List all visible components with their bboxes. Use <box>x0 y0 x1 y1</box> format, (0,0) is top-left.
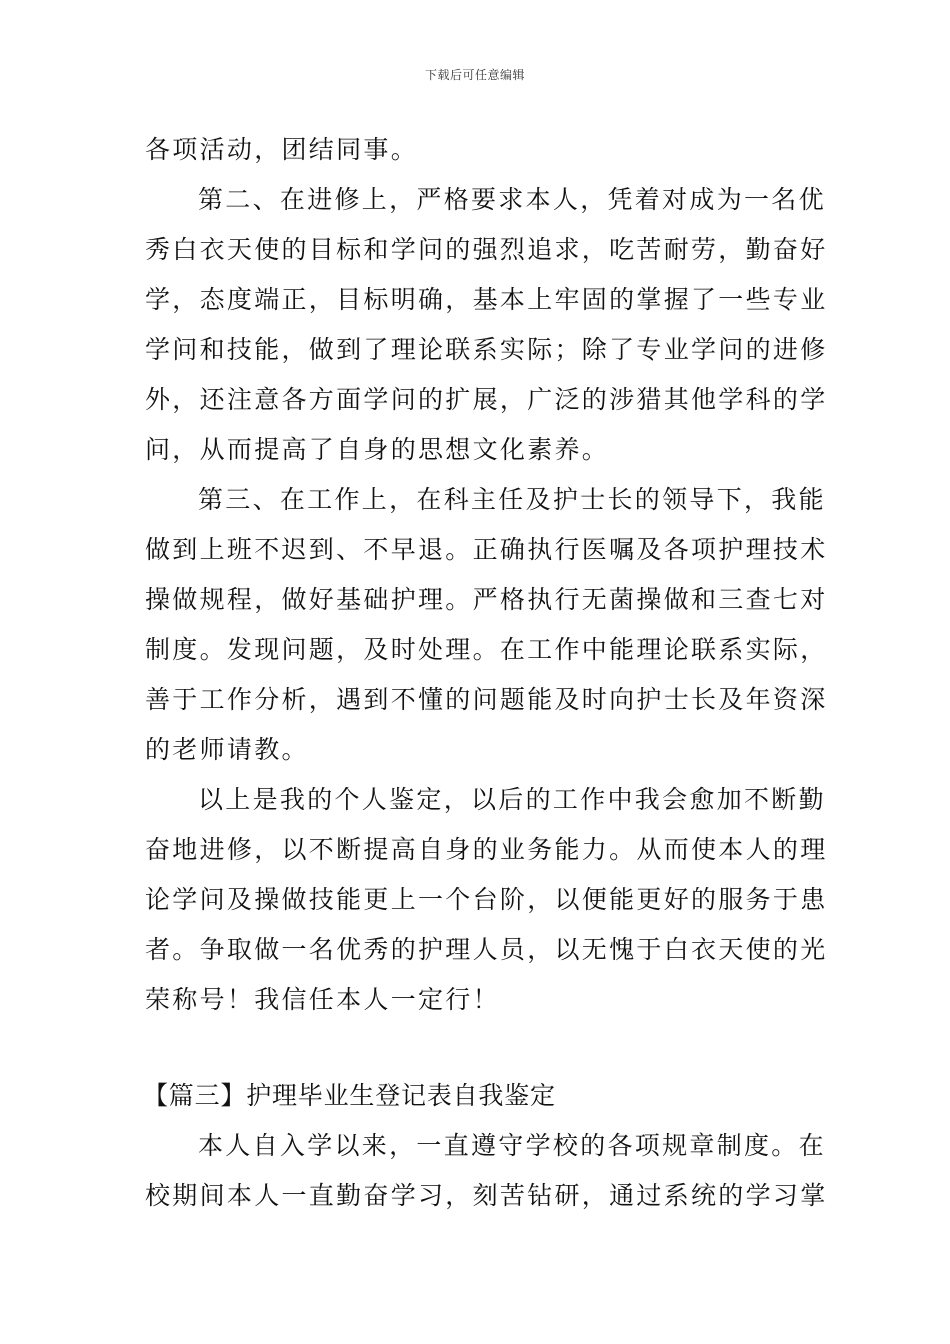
body-line: 善于工作分析，遇到不懂的问题能及时向护士长及年资深 <box>145 685 828 714</box>
body-line: 各项活动，团结同事。 <box>145 135 419 164</box>
body-line: 论学问及操做技能更上一个台阶，以便能更好的服务于患 <box>145 885 828 914</box>
body-line: 荣称号！我信任本人一定行！ <box>145 985 500 1014</box>
body-line: 学问和技能，做到了理论联系实际；除了专业学问的进修 <box>145 335 828 364</box>
body-line: 制度。发现问题，及时处理。在工作中能理论联系实际， <box>145 635 828 664</box>
paragraph-first-line: 第三、在工作上，在科主任及护士长的领导下，我能 <box>198 485 826 514</box>
body-line: 操做规程，做好基础护理。严格执行无菌操做和三查七对 <box>145 585 828 614</box>
page-header: 下载后可任意编辑 <box>424 68 525 82</box>
paragraph-first-line: 以上是我的个人鉴定，以后的工作中我会愈加不断勤 <box>198 785 826 814</box>
section-heading: 【篇三】护理毕业生登记表自我鉴定 <box>143 1081 556 1110</box>
body-line: 者。争取做一名优秀的护理人员，以无愧于白衣天使的光 <box>145 935 828 964</box>
paragraph-first-line: 第二、在进修上，严格要求本人，凭着对成为一名优 <box>198 185 826 214</box>
body-line: 校期间本人一直勤奋学习，刻苦钻研，通过系统的学习掌 <box>145 1181 828 1210</box>
body-line: 的老师请教。 <box>145 735 309 764</box>
body-line: 学，态度端正，目标明确，基本上牢固的掌握了一些专业 <box>145 285 828 314</box>
body-line: 奋地进修，以不断提高自身的业务能力。从而使本人的理 <box>145 835 828 864</box>
paragraph-first-line: 本人自入学以来，一直遵守学校的各项规章制度。在 <box>198 1131 826 1160</box>
body-line: 外，还注意各方面学问的扩展，广泛的涉猎其他学科的学 <box>145 385 828 414</box>
body-line: 问，从而提高了自身的思想文化素养。 <box>145 435 610 464</box>
body-line: 做到上班不迟到、不早退。正确执行医嘱及各项护理技术 <box>145 535 828 564</box>
body-line: 秀白衣天使的目标和学问的强烈追求，吃苦耐劳，勤奋好 <box>145 235 828 264</box>
